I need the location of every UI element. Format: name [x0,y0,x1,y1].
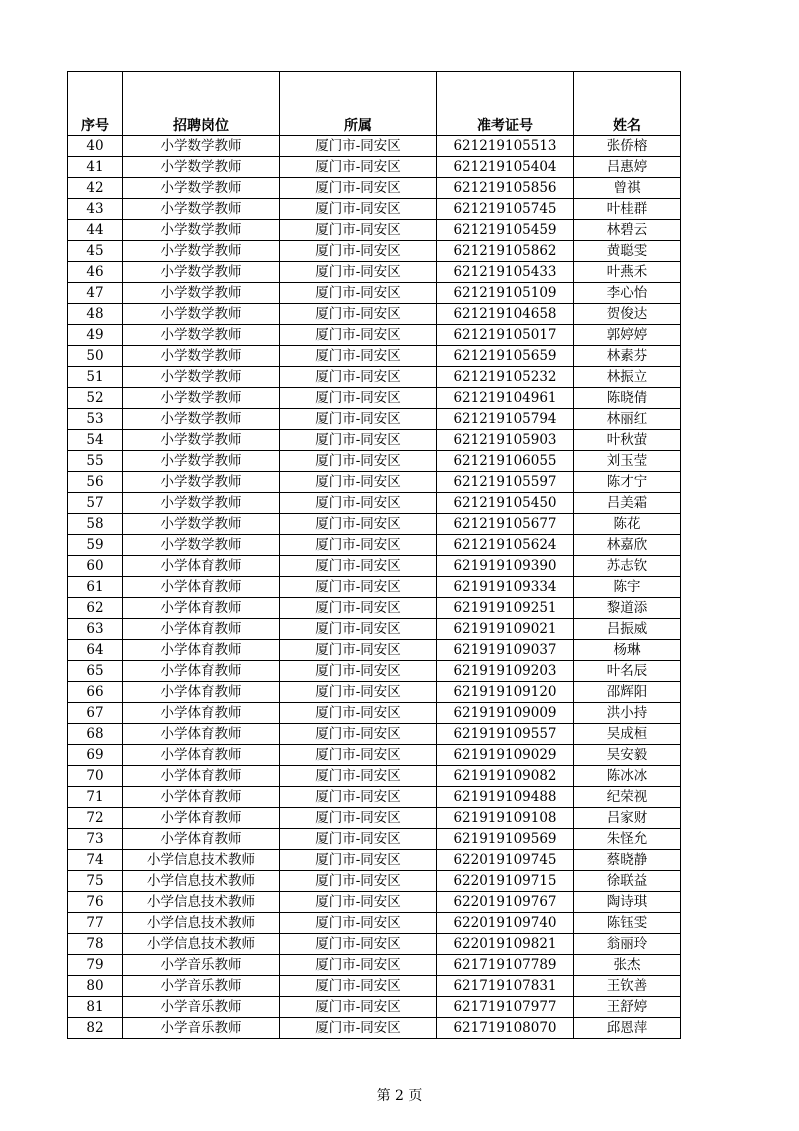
cell-seq: 43 [68,199,123,220]
cell-ticket-number: 621919109029 [437,745,574,766]
cell-affiliation: 厦门市-同安区 [280,703,437,724]
cell-ticket-number: 621219105862 [437,241,574,262]
cell-ticket-number: 621919109082 [437,766,574,787]
cell-affiliation: 厦门市-同安区 [280,913,437,934]
cell-position: 小学数学教师 [123,409,280,430]
cell-seq: 57 [68,493,123,514]
cell-position: 小学数学教师 [123,388,280,409]
table-row [68,598,681,619]
cell-ticket-number: 621219105450 [437,493,574,514]
cell-affiliation: 厦门市-同安区 [280,346,437,367]
cell-seq: 79 [68,955,123,976]
table-row [68,640,681,661]
table-row [68,577,681,598]
cell-position: 小学数学教师 [123,346,280,367]
cell-affiliation: 厦门市-同安区 [280,493,437,514]
cell-seq: 62 [68,598,123,619]
cell-ticket-number: 621219104658 [437,304,574,325]
cell-seq: 73 [68,829,123,850]
table-row [68,682,681,703]
cell-ticket-number: 621219105433 [437,262,574,283]
table-row [68,136,681,157]
cell-seq: 40 [68,136,123,157]
table-body [68,136,681,1039]
table-row [68,241,681,262]
table-row [68,430,681,451]
cell-position: 小学体育教师 [123,598,280,619]
cell-name: 邵辉阳 [574,682,681,703]
cell-name: 叶秋萤 [574,430,681,451]
cell-seq: 65 [68,661,123,682]
cell-seq: 68 [68,724,123,745]
cell-seq: 64 [68,640,123,661]
cell-position: 小学信息技术教师 [123,934,280,955]
cell-seq: 75 [68,871,123,892]
cell-name: 杨琳 [574,640,681,661]
cell-name: 林振立 [574,367,681,388]
table-row [68,493,681,514]
cell-ticket-number: 621219105903 [437,430,574,451]
cell-affiliation: 厦门市-同安区 [280,682,437,703]
cell-affiliation: 厦门市-同安区 [280,472,437,493]
cell-affiliation: 厦门市-同安区 [280,241,437,262]
cell-position: 小学音乐教师 [123,976,280,997]
cell-seq: 49 [68,325,123,346]
cell-ticket-number: 622019109767 [437,892,574,913]
cell-position: 小学数学教师 [123,472,280,493]
cell-name: 翁丽玲 [574,934,681,955]
cell-name: 叶燕禾 [574,262,681,283]
cell-ticket-number: 621919109037 [437,640,574,661]
cell-seq: 55 [68,451,123,472]
table-row [68,661,681,682]
cell-position: 小学数学教师 [123,241,280,262]
cell-ticket-number: 621219105659 [437,346,574,367]
cell-name: 王舒婷 [574,997,681,1018]
cell-ticket-number: 622019109745 [437,850,574,871]
cell-name: 吴安毅 [574,745,681,766]
table-row [68,535,681,556]
cell-name: 郭婷婷 [574,325,681,346]
cell-position: 小学音乐教师 [123,955,280,976]
cell-ticket-number: 621219105017 [437,325,574,346]
cell-position: 小学体育教师 [123,766,280,787]
cell-position: 小学数学教师 [123,199,280,220]
cell-name: 邱恩萍 [574,1018,681,1039]
cell-position: 小学体育教师 [123,640,280,661]
cell-position: 小学数学教师 [123,535,280,556]
table-row [68,976,681,997]
cell-affiliation: 厦门市-同安区 [280,871,437,892]
cell-position: 小学数学教师 [123,325,280,346]
cell-seq: 50 [68,346,123,367]
cell-ticket-number: 621919109488 [437,787,574,808]
cell-name: 贺俊达 [574,304,681,325]
cell-position: 小学体育教师 [123,619,280,640]
header-ticket-number: 准考证号 [437,72,574,136]
cell-ticket-number: 622019109740 [437,913,574,934]
cell-affiliation: 厦门市-同安区 [280,661,437,682]
cell-ticket-number: 621919109108 [437,808,574,829]
cell-affiliation: 厦门市-同安区 [280,934,437,955]
cell-seq: 76 [68,892,123,913]
cell-affiliation: 厦门市-同安区 [280,724,437,745]
cell-name: 陈宇 [574,577,681,598]
cell-name: 黄聪雯 [574,241,681,262]
table-row [68,556,681,577]
cell-affiliation: 厦门市-同安区 [280,451,437,472]
cell-seq: 54 [68,430,123,451]
table-row [68,934,681,955]
table-row [68,871,681,892]
cell-affiliation: 厦门市-同安区 [280,430,437,451]
table-row [68,724,681,745]
table-row [68,304,681,325]
cell-affiliation: 厦门市-同安区 [280,745,437,766]
table-row [68,367,681,388]
cell-name: 陈钰雯 [574,913,681,934]
header-affiliation: 所属 [280,72,437,136]
cell-ticket-number: 621219105232 [437,367,574,388]
cell-ticket-number: 621719107831 [437,976,574,997]
cell-position: 小学数学教师 [123,178,280,199]
table-row [68,619,681,640]
cell-affiliation: 厦门市-同安区 [280,367,437,388]
cell-ticket-number: 621919109390 [437,556,574,577]
table-row [68,955,681,976]
cell-ticket-number: 621919109334 [437,577,574,598]
cell-position: 小学体育教师 [123,703,280,724]
cell-ticket-number: 621919109120 [437,682,574,703]
cell-seq: 47 [68,283,123,304]
cell-ticket-number: 622019109715 [437,871,574,892]
cell-position: 小学体育教师 [123,787,280,808]
cell-ticket-number: 621919109569 [437,829,574,850]
cell-affiliation: 厦门市-同安区 [280,598,437,619]
cell-affiliation: 厦门市-同安区 [280,556,437,577]
page-number: 第 2 页 [376,1088,423,1104]
cell-seq: 52 [68,388,123,409]
cell-seq: 69 [68,745,123,766]
cell-position: 小学数学教师 [123,220,280,241]
cell-seq: 82 [68,1018,123,1039]
cell-seq: 74 [68,850,123,871]
cell-position: 小学体育教师 [123,682,280,703]
cell-ticket-number: 621219106055 [437,451,574,472]
cell-name: 张杰 [574,955,681,976]
cell-name: 吕美霜 [574,493,681,514]
cell-affiliation: 厦门市-同安区 [280,535,437,556]
cell-name: 吕振威 [574,619,681,640]
cell-name: 吕家财 [574,808,681,829]
cell-name: 陈冰冰 [574,766,681,787]
cell-position: 小学数学教师 [123,304,280,325]
table-row [68,388,681,409]
cell-position: 小学信息技术教师 [123,892,280,913]
cell-position: 小学数学教师 [123,283,280,304]
table-row [68,514,681,535]
cell-ticket-number: 621219105677 [437,514,574,535]
cell-seq: 41 [68,157,123,178]
cell-position: 小学数学教师 [123,157,280,178]
cell-ticket-number: 621719108070 [437,1018,574,1039]
cell-position: 小学信息技术教师 [123,913,280,934]
header-position: 招聘岗位 [123,72,280,136]
cell-name: 林素芬 [574,346,681,367]
cell-ticket-number: 621219105856 [437,178,574,199]
cell-affiliation: 厦门市-同安区 [280,262,437,283]
table-row [68,997,681,1018]
table-row [68,703,681,724]
table-row [68,220,681,241]
cell-name: 王钦善 [574,976,681,997]
cell-name: 曾祺 [574,178,681,199]
cell-name: 黎道添 [574,598,681,619]
cell-name: 陶诗琪 [574,892,681,913]
cell-ticket-number: 621919109203 [437,661,574,682]
cell-seq: 48 [68,304,123,325]
cell-seq: 70 [68,766,123,787]
cell-affiliation: 厦门市-同安区 [280,976,437,997]
cell-affiliation: 厦门市-同安区 [280,619,437,640]
table-row [68,283,681,304]
cell-name: 洪小持 [574,703,681,724]
cell-seq: 77 [68,913,123,934]
cell-seq: 59 [68,535,123,556]
cell-seq: 63 [68,619,123,640]
candidate-table [67,71,681,1039]
header-seq: 序号 [68,72,123,136]
cell-seq: 42 [68,178,123,199]
table-row [68,892,681,913]
cell-position: 小学体育教师 [123,661,280,682]
cell-seq: 67 [68,703,123,724]
cell-name: 朱怪允 [574,829,681,850]
cell-position: 小学数学教师 [123,367,280,388]
cell-position: 小学体育教师 [123,808,280,829]
cell-position: 小学体育教师 [123,829,280,850]
cell-position: 小学数学教师 [123,136,280,157]
cell-seq: 44 [68,220,123,241]
cell-seq: 58 [68,514,123,535]
cell-ticket-number: 621219105794 [437,409,574,430]
cell-seq: 71 [68,787,123,808]
cell-affiliation: 厦门市-同安区 [280,136,437,157]
cell-seq: 45 [68,241,123,262]
table-row [68,808,681,829]
cell-affiliation: 厦门市-同安区 [280,409,437,430]
table-row [68,409,681,430]
cell-seq: 80 [68,976,123,997]
cell-name: 林碧云 [574,220,681,241]
cell-position: 小学信息技术教师 [123,871,280,892]
cell-name: 吕惠婷 [574,157,681,178]
table-row [68,451,681,472]
cell-seq: 46 [68,262,123,283]
cell-position: 小学体育教师 [123,577,280,598]
cell-ticket-number: 621919109021 [437,619,574,640]
cell-ticket-number: 621219105597 [437,472,574,493]
table-row [68,787,681,808]
cell-seq: 81 [68,997,123,1018]
cell-position: 小学数学教师 [123,514,280,535]
table-row [68,262,681,283]
table-row [68,745,681,766]
table-row [68,829,681,850]
cell-position: 小学数学教师 [123,451,280,472]
table-row [68,157,681,178]
cell-position: 小学体育教师 [123,745,280,766]
cell-seq: 56 [68,472,123,493]
cell-affiliation: 厦门市-同安区 [280,304,437,325]
cell-affiliation: 厦门市-同安区 [280,514,437,535]
cell-position: 小学音乐教师 [123,997,280,1018]
cell-name: 陈晓倩 [574,388,681,409]
header-name: 姓名 [574,72,681,136]
cell-name: 刘玉莹 [574,451,681,472]
cell-seq: 51 [68,367,123,388]
cell-name: 徐联益 [574,871,681,892]
cell-seq: 61 [68,577,123,598]
cell-position: 小学数学教师 [123,430,280,451]
table-row [68,178,681,199]
cell-ticket-number: 621919109009 [437,703,574,724]
cell-name: 蔡晓静 [574,850,681,871]
cell-ticket-number: 621219105404 [437,157,574,178]
cell-ticket-number: 621219105459 [437,220,574,241]
cell-ticket-number: 621919109251 [437,598,574,619]
cell-name: 叶桂群 [574,199,681,220]
cell-affiliation: 厦门市-同安区 [280,283,437,304]
cell-affiliation: 厦门市-同安区 [280,199,437,220]
table-row [68,472,681,493]
cell-seq: 72 [68,808,123,829]
cell-position: 小学体育教师 [123,724,280,745]
table-row [68,913,681,934]
cell-position: 小学信息技术教师 [123,850,280,871]
cell-name: 苏志钦 [574,556,681,577]
cell-affiliation: 厦门市-同安区 [280,388,437,409]
header-row [68,72,681,136]
cell-ticket-number: 621219105745 [437,199,574,220]
cell-ticket-number: 621919109557 [437,724,574,745]
cell-seq: 60 [68,556,123,577]
cell-ticket-number: 621719107977 [437,997,574,1018]
cell-name: 吴成桓 [574,724,681,745]
cell-name: 陈才宁 [574,472,681,493]
cell-affiliation: 厦门市-同安区 [280,829,437,850]
cell-position: 小学数学教师 [123,262,280,283]
table-row [68,850,681,871]
cell-name: 纪荣视 [574,787,681,808]
cell-affiliation: 厦门市-同安区 [280,157,437,178]
table-row [68,199,681,220]
table-row [68,346,681,367]
cell-affiliation: 厦门市-同安区 [280,997,437,1018]
cell-name: 叶名辰 [574,661,681,682]
cell-affiliation: 厦门市-同安区 [280,325,437,346]
cell-affiliation: 厦门市-同安区 [280,850,437,871]
cell-name: 林嘉欣 [574,535,681,556]
cell-position: 小学体育教师 [123,556,280,577]
table-row [68,325,681,346]
cell-affiliation: 厦门市-同安区 [280,640,437,661]
cell-ticket-number: 621219104961 [437,388,574,409]
cell-ticket-number: 621219105109 [437,283,574,304]
cell-name: 陈花 [574,514,681,535]
cell-affiliation: 厦门市-同安区 [280,787,437,808]
cell-ticket-number: 622019109821 [437,934,574,955]
cell-affiliation: 厦门市-同安区 [280,892,437,913]
cell-seq: 78 [68,934,123,955]
cell-position: 小学音乐教师 [123,1018,280,1039]
cell-seq: 66 [68,682,123,703]
cell-affiliation: 厦门市-同安区 [280,577,437,598]
cell-seq: 53 [68,409,123,430]
cell-ticket-number: 621219105513 [437,136,574,157]
cell-affiliation: 厦门市-同安区 [280,955,437,976]
cell-affiliation: 厦门市-同安区 [280,766,437,787]
cell-ticket-number: 621719107789 [437,955,574,976]
cell-ticket-number: 621219105624 [437,535,574,556]
cell-affiliation: 厦门市-同安区 [280,178,437,199]
cell-name: 张侨榕 [574,136,681,157]
cell-affiliation: 厦门市-同安区 [280,1018,437,1039]
cell-position: 小学数学教师 [123,493,280,514]
table-row [68,766,681,787]
cell-affiliation: 厦门市-同安区 [280,220,437,241]
cell-affiliation: 厦门市-同安区 [280,808,437,829]
cell-name: 林丽红 [574,409,681,430]
table-row [68,1018,681,1039]
cell-name: 李心怡 [574,283,681,304]
